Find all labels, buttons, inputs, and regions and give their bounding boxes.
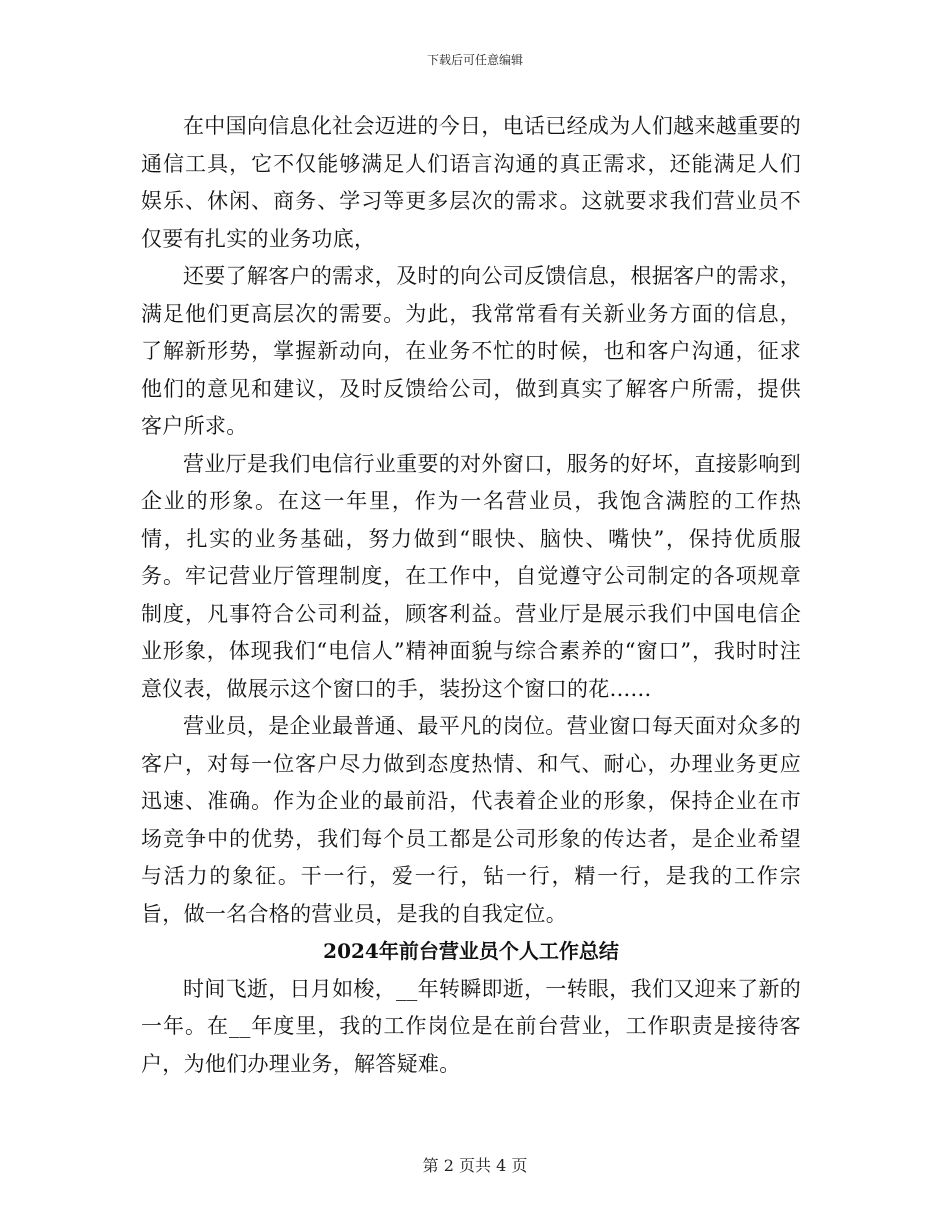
section-title: 2024年前台营业员个人工作总结 xyxy=(323,939,619,963)
paragraph-4: 营业员，是企业最普通、最平凡的岗位。营业窗口每天面对众多的客户，对每一位客户尽力做到态度热情、和气、耐心，办理业务更应迅速、准确。作为企业的最前沿，代表着企业的形象，保持企业在市场竞争中的优势，我们每个员工都是公司形象的传达者，是企业希望与活力的象征。干一行，爱一行，钻一行，精一行，是我的工作宗旨，做一名合格的营业员，是我的自我定位。 xyxy=(141,714,801,926)
paragraph-3: 营业厅是我们电信行业重要的对外窗口，服务的好坏，直接影响到企业的形象。在这一年里，作为一名营业员，我饱含满腔的工作热情，扎实的业务基础，努力做到“眼快、脑快、嘴快”，保持优质服务。牢记营业厅管理制度，在工作中，自觉遵守公司制定的各项规章制度，凡事符合公司利益，顾客利益。营业厅是展示我们中国电信企业形象，体现我们“电信人”精神面貌与综合素养的“窗口”，我时时注意仪表，做展示这个窗口的手，装扮这个窗口的花...... xyxy=(141,451,801,701)
paragraph-2: 还要了解客户的需求，及时的向公司反馈信息，根据客户的需求，满足他们更高层次的需要。为此，我常常看有关新业务方面的信息，了解新形势，掌握新动向，在业务不忙的时候，也和客户沟通，征求他们的意见和建议，及时反馈给公司，做到真实了解客户所需，提供客户所求。 xyxy=(141,264,801,438)
document-body xyxy=(141,108,801,1083)
page-header: 下载后可任意编辑 xyxy=(426,53,523,67)
paragraph-1: 在中国向信息化社会迈进的今日，电话已经成为人们越来越重要的通信工具，它不仅能够满足人们语言沟通的真正需求，还能满足人们娱乐、休闲、商务、学习等更多层次的需求。这就要求我们营业员不仅要有扎实的业务功底， xyxy=(141,114,801,251)
section-paragraph-1: 时间飞逝，日月如梭，__年转瞬即逝，一转眼，我们又迎来了新的一年。在__年度里，我的工作岗位是在前台营业，工作职责是接待客户，为他们办理业务，解答疑难。 xyxy=(141,976,801,1076)
page-number: 第 2 页共 4 页 xyxy=(422,1156,528,1175)
